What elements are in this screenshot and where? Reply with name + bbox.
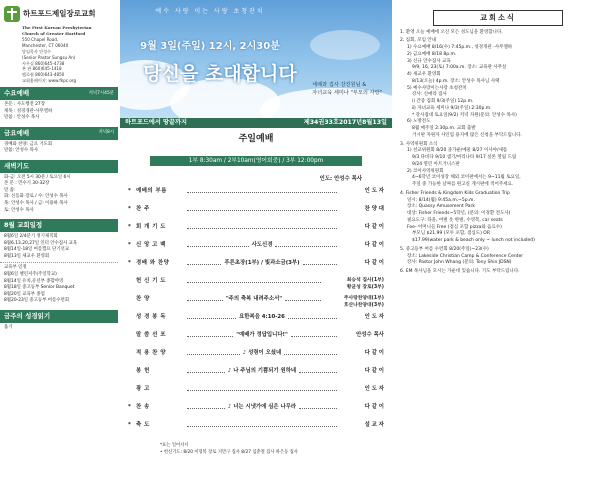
banner-subtitle: 예수 사랑 이는 사랑 초청잔치 [155,8,265,15]
pastor-line: 담임목사 안성수 [22,48,51,54]
standing-mark: * [128,422,131,428]
dot-leader [303,260,337,265]
schedule-line: 8월13일 새교우 환영회 [4,253,50,259]
news-item-title: 3. 사역위원회 소식 [400,141,438,147]
order-row [128,278,384,296]
section-title: 새벽기도 [4,161,30,170]
order-item-label: 찬 송 [136,404,150,410]
news-item-detail: 대상: Fisher Friends~5학년, (문의: 이경환 전도사) [407,211,511,217]
motto-text: 하트포드에서 땅끝까지 [125,118,187,126]
news-item-detail: 8월 매주일 2:30p.m. 교회 출발 [412,126,476,132]
banner-date: 9월 3일(주일) 12시, 2시30분 [140,41,280,52]
order-item-leader: 다 같 이 [364,404,385,410]
standing-mark: * [128,206,131,212]
news-item-detail: 1) 수요예배 8/16(수) 7:45p.m., 성경개관 -사무엘하 [407,45,513,51]
dot-leader [187,332,233,337]
dot-leader [299,368,337,373]
order-item-content: ♪ 성령이 오셨네 [242,350,282,356]
order-item-label: 성 경 봉 독 [136,314,166,320]
order-item-content: "예배가 정답입니다!" [236,332,288,338]
dot-leader [187,296,223,301]
news-item-detail: 2) 금요예배 8/18 8p.m. [407,51,457,57]
section-title: 금요예배 [4,128,30,137]
news-item-detail: 장소: Lakeside Christian Camp & Conference Center [407,253,524,259]
detail-line: 말 씀: [4,187,16,193]
addr-line: 550 Chapel Road, [22,36,59,42]
church-en-name-1: The First Korean Presbyterian [22,25,92,30]
motto-bar [120,118,392,128]
order-item-leader: 인 도 자 [364,314,385,320]
detail-line: 토: 안성수 목사 [4,207,34,213]
order-item-label: 신 앙 고 백 [136,242,166,248]
news-item-detail: 주일 중 가능한 날짜를 편고실 게시판에 적어주세요. [412,182,514,188]
prayer-schedule-note: • 헌신기도: 8/20 이형복 장로 지만구 집사 8/27 임춘철 집사 하은동 집사 [160,449,298,455]
news-item-detail: ⅰ) 간증 집회 9/3(주일) 12p.m. [412,99,474,105]
news-item-title: 5. 중고등부 여름 수련회 8/20(주일)~23(수) [400,246,489,252]
section-time: 저녁8시 [98,130,114,136]
order-row [128,296,384,314]
schedule-line: 8월14일-18일 여름캠프 단기선교 [4,247,69,253]
order-item-leader: 안성수 목사 [356,332,384,338]
news-item-title: 4. Fisher Friends & Kingdom Kids Graduation Trip [400,190,510,196]
presider: 인도: 안성수 목사 [319,176,362,182]
order-row [128,332,384,350]
section-title: 8월 교회일정 [4,221,43,230]
worship-title: 주일예배 [238,134,274,144]
church-name: 하트포드제일장로교회 [23,8,96,18]
order-row [128,224,384,242]
standing-mark: * [128,242,131,248]
detail-line: 본문 : 사도행전 27장 [4,101,45,107]
phone-line: 펠로쉽 860)643-4850 [22,72,65,78]
event-banner [120,0,392,118]
order-row [128,242,384,260]
order-item-label: 경배 와 찬양 [136,260,170,266]
news-item-detail: ⅱ) 자녀교육 세미나 9/3(주일) 2:30p.m. [412,105,492,111]
order-item-content: 사도신경 [251,242,273,248]
standing-mark: * [128,260,131,266]
news-item-detail: 3) 신규 안수집사 교육 [407,58,451,64]
order-row [128,206,384,224]
dot-leader [187,224,337,229]
order-item-leader: 인 도 자 [364,386,384,392]
church-info [0,24,118,84]
detail-line: 제목 : 성경개관-사무엘하 [4,108,53,114]
august-schedule-body [0,232,118,262]
order-item-label: 적 용 찬 양 [136,350,166,356]
detail-line: 화: 신동화 장로 / 수: 안성수 목사 [4,194,68,200]
order-row [128,422,384,440]
news-item-detail: 2) 코이사역위원회 [407,168,444,174]
news-item-detail: 1) 친교위원회 8/20 졸가운/예물 8/27 이사야/새롬 [407,148,508,154]
section-time: 저녁7시45분 [88,90,114,96]
dot-leader [187,188,337,193]
order-item-content: "주의 축복 내려주소서" [225,296,283,302]
news-item-detail: 필요도구: 타올, 여벌 옷 한벌, 수영복, car seats [407,217,503,223]
website-link[interactable]: 교회홈페이지: www.fkpc.org [22,78,77,84]
news-item-title: 1. 환영 오늘 예배에 오신 모든 성도님을 환영합니다. [400,29,503,35]
banner-speaker-line: 자녀교육 세미나 "부모의 사랑" [312,89,382,96]
leader-line: 주사랑찬양대(1부) [343,296,384,301]
news-item-detail: $17.99(water park & beach only ~ lunch not included) [412,238,535,244]
news-item-detail: 5) 예수사랑이는사랑 초청잔치 [407,85,467,91]
schedule-line: 8월6일 챌린저주(주일학교) [4,272,57,278]
cross-logo-icon [4,6,20,22]
leader-line: 호산나찬양대(3부) [343,302,384,308]
order-item-leader: 설 교 자 [364,422,384,428]
news-item-detail: * 강사접대 토요일(9/2) 저녁 자원(문의: 안성수 목사) [412,112,517,118]
order-of-worship [128,188,384,440]
schedule-line: 8월20-23일 중고등부 여름수련회 [4,298,69,304]
schedule-line: 8월20일 교육부 종업 [4,291,45,297]
order-item-label: 광 고 [136,386,150,392]
church-news-column [396,0,600,479]
order-row [128,314,384,332]
worship-footnote [160,443,298,457]
schedule-line: 8월6일 2/4분기 정기제직회 [4,233,58,239]
news-item-detail: 강사: Pastor John Whang (문의: Tony Shin JDSN) [407,260,512,266]
leader-line: 최승석 집사(1부) [346,278,384,283]
order-item-label: 회 개 기 도 [136,224,166,230]
addr-line: Manchester, CT 06040 [22,42,69,48]
worship-order-column [120,0,392,479]
issue-date: 제34권33호2017년8월13일 [303,118,387,126]
news-item-detail: 4~6학년 코이성장 해외 코이판에서는 9~11월 토요일, [412,175,521,181]
church-logo-row [0,0,118,24]
order-item-content: ♪ 나 주님의 기쁨되기 원하네 [227,368,297,374]
detail-line: 본 문 : 민수기 30-32장 [4,181,50,187]
news-item-detail: 4) 새교우 환영회 [407,72,441,78]
detail-line: 경배와 찬양: 금요 기도회 [4,141,53,147]
detail-line: 목: 안성수 목사 / 금: 이용하 목사 [4,201,68,206]
august-schedule-header [0,219,118,232]
news-item-detail: 장소: Quassy Amusement Park [407,204,475,210]
news-item-detail: 일시: 8/14(월) 9:45a.m.~5p.m. [407,197,475,203]
schedule-line: 8월18일 중고등부 Senior Banquet [4,285,75,291]
detail-line: 말씀: 안성수 목사 [4,148,38,154]
news-item-detail: 9/24 열린 아트거니스판 [412,161,460,167]
schedule-line: 8월14일 유치,유년부 종합야영 [4,278,64,284]
order-item-content: ♪ 너는 시냇가에 심은 나무라 [227,404,297,410]
order-item-leader: 다 같 이 [364,368,385,374]
dot-leader [187,206,337,211]
order-row [128,404,384,422]
standing-note: *표는 일어서서 [160,443,189,448]
education-schedule-body [0,262,118,307]
news-item-detail: 9/9, 16, 23(토) 7:00a.m. 장소: 교육관 사무실 [412,65,507,71]
detail-line: 욥기 [4,324,13,330]
standing-mark: * [128,224,131,230]
order-row [128,188,384,206]
friday-service-body [0,140,118,157]
news-title: 교회소식 [433,10,563,26]
dot-leader [187,386,337,391]
news-item-title: 6. EM 목사님을 모시는 가운데 있습니다. 기도 부탁드립니다. [400,269,520,275]
dot-leader [285,296,321,301]
wednesday-service-body [0,100,118,124]
order-item-leader: 찬 양 대 [364,206,384,212]
pastor-en-line: (Senior Pastor Sungsu An) [22,54,76,60]
dot-leader [187,404,225,409]
dot-leader [291,332,337,337]
dot-leader [284,350,337,355]
news-list [396,30,600,276]
detail-line: 말씀 : 안성수 목사 [4,115,40,121]
dot-leader [187,422,337,427]
dot-leader [288,314,337,319]
standing-mark: * [128,188,131,194]
dawn-prayer-body [0,173,118,217]
order-row [128,368,384,386]
schedule-line: 교육부 일정 [4,265,27,271]
order-row [128,260,384,278]
order-item-leader [324,278,384,291]
service-times: 1부 8:30am / 2부10am(영어회중) / 3부 12:00pm [150,156,362,166]
order-item-leader: 다 같 이 [364,260,384,266]
news-item-detail: Fee- 어머니들 Free (점심 포함 pizza와 음료수) [407,224,502,230]
order-row [128,350,384,368]
dot-leader [187,368,225,373]
order-item-label: 찬 양 [136,296,150,302]
order-row [128,386,384,404]
dot-leader [187,314,236,319]
banner-headline: 당신을 초대합니다 [143,63,297,85]
dot-leader [187,260,221,265]
section-title: 금주의 성경읽기 [4,312,51,321]
order-item-label: 축 도 [136,422,150,428]
dot-leader [187,278,321,283]
bible-reading-body [0,323,118,334]
cloud-shape [310,30,380,60]
dot-leader [187,242,249,247]
news-item-detail: 거시판 자원자 사인업 용지에 많은 신청을 부탁드립니다. [412,132,522,138]
leader-line: 황균성 장로(3부) [346,284,384,290]
phone-line: 본 관 860)645-1418 [22,66,62,72]
standing-mark: * [128,404,131,410]
bible-reading-header [0,310,118,323]
banner-speaker [312,82,382,98]
order-item-content: 푸른초장(1부) / 빛과소금(3부) [224,260,300,266]
dot-leader [187,350,240,355]
dawn-prayer-header [0,160,118,173]
news-item-detail: 8/13(오늘) 4p.m. 장소: 안성수 목사님 사택 [412,78,500,84]
news-item-detail: 강사: 신애라 집사 [412,92,447,98]
order-item-content: 요한복음 4:10-26 [239,314,285,320]
order-item-label: 봉 헌 [136,368,150,374]
left-sidebar [0,0,118,479]
phone-line: 사무실 860)645-4738 [22,60,65,66]
wednesday-service-header [0,87,118,100]
news-item-title: 2. 집회, 모임 안내 [400,38,437,44]
order-item-leader: 인 도 자 [364,188,384,194]
news-item-detail: 6) 노방전도 [407,119,431,125]
order-item-leader: 다 같 이 [364,224,384,230]
schedule-line: 8월6,13,20,27일 인터 안수집사 교육 [4,240,78,246]
church-en-name-2: Church of Greater Hartford [22,30,86,36]
order-item-label: 말 씀 선 포 [136,332,166,338]
detail-line: 화-금: 오전 5시 30분 / 토요일 6시 [4,174,71,180]
dot-leader [275,242,337,247]
order-item-label: 예배의 부름 [136,188,167,194]
order-item-leader [324,296,384,309]
order-item-leader: 다 같 이 [364,350,385,356]
banner-speaker-line: 세례과 집사 강진원님 & [312,82,367,88]
order-item-label: 헌 신 기 도 [136,278,166,284]
friday-service-header [0,127,118,140]
news-item-detail: 부모님 $21.99 (모두 포함, 점심도) OR [412,231,490,237]
dot-leader [299,404,337,409]
news-item-detail: 9/3 다비다 9/10 샘기/마리나타 9/17 실론 열림 드림 [412,155,517,161]
order-item-label: 찬 주 [136,206,150,212]
section-title: 수요예배 [4,89,30,98]
order-item-leader: 다 같 이 [364,242,384,248]
